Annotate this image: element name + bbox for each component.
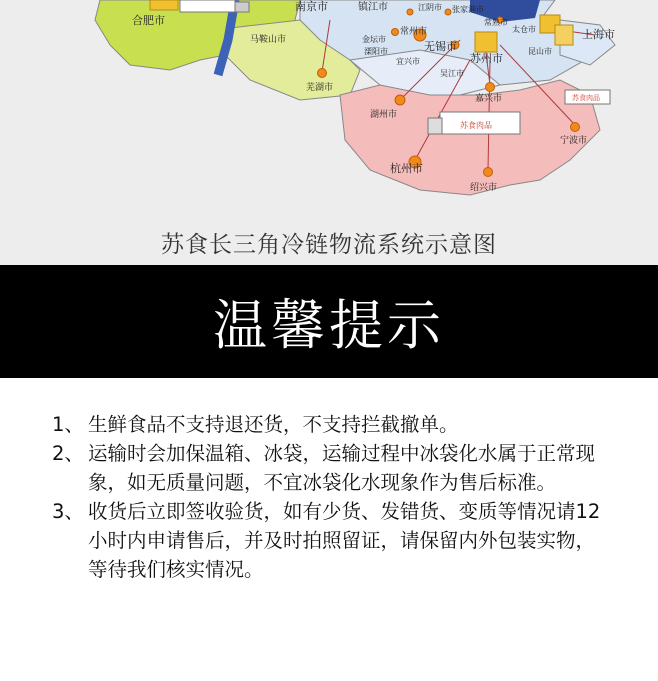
truck-right — [565, 90, 610, 104]
notice-number: 2、 — [52, 442, 84, 465]
city-changshu: 常熟市 — [484, 18, 508, 27]
city-shanghai: 上海市 — [582, 28, 615, 41]
map-title: 苏食长三角冷链物流系统示意图 — [161, 232, 497, 258]
city-taicang: 太仓市 — [512, 25, 536, 34]
notice-number: 1、 — [52, 413, 84, 436]
city-hangzhou: 杭州市 — [390, 162, 423, 175]
logistics-map — [0, 0, 658, 265]
city-zhenjiang: 镇江市 — [358, 2, 388, 13]
city-wujiang: 吴江市 — [440, 69, 464, 78]
city-suzhou: 苏州市 — [470, 52, 503, 65]
notice-banner — [0, 265, 658, 378]
notice-list — [52, 410, 612, 584]
city-changzhou: 常州市 — [400, 27, 428, 37]
city-jintan: 金坛市 — [362, 35, 386, 44]
truck-top — [180, 0, 249, 12]
city-yixing: 宜兴市 — [396, 57, 420, 66]
truck-middle — [428, 112, 520, 134]
city-liyang: 溧阳市 — [364, 47, 388, 56]
city-shaoxing: 绍兴市 — [470, 183, 498, 193]
city-nanjing: 南京市 — [295, 0, 328, 13]
notice-text: 生鲜食品不支持退还货，不支持拦截撤单。 — [88, 413, 459, 436]
city-ningbo: 宁波市 — [560, 136, 588, 146]
notice-text: 收货后立即签收验货，如有少货、发错货、变质等情况请12小时内申请售后，并及时拍照留证，请保留内外包装实物，等待我们核实情况。 — [88, 500, 601, 581]
city-jiaxing: 嘉兴市 — [475, 94, 503, 104]
city-hefei: 合肥市 — [132, 14, 165, 27]
city-wuhu: 芜湖市 — [306, 83, 334, 93]
banner-title: 温馨提示 — [213, 294, 445, 357]
city-wuxi: 无锡市 — [424, 40, 457, 53]
notice-item — [52, 439, 612, 497]
truck-brand-label: 苏食肉品 — [460, 121, 492, 130]
city-huzhou: 湖州市 — [370, 110, 398, 120]
city-jiangyin: 江阴市 — [418, 3, 442, 12]
notice-text: 运输时会加保温箱、冰袋，运输过程中冰袋化水属于正常现象，如无质量问题，不宜冰袋化水现象作为售后标准。 — [88, 442, 596, 494]
notice-number: 3、 — [52, 500, 84, 523]
notice-item — [52, 410, 612, 439]
city-kunshan: 昆山市 — [528, 47, 552, 56]
truck-right-brand: 苏食肉品 — [572, 94, 600, 102]
city-maanshan: 马鞍山市 — [250, 35, 287, 45]
city-zhangjiagang: 张家港市 — [452, 5, 484, 14]
notice-item — [52, 497, 612, 584]
